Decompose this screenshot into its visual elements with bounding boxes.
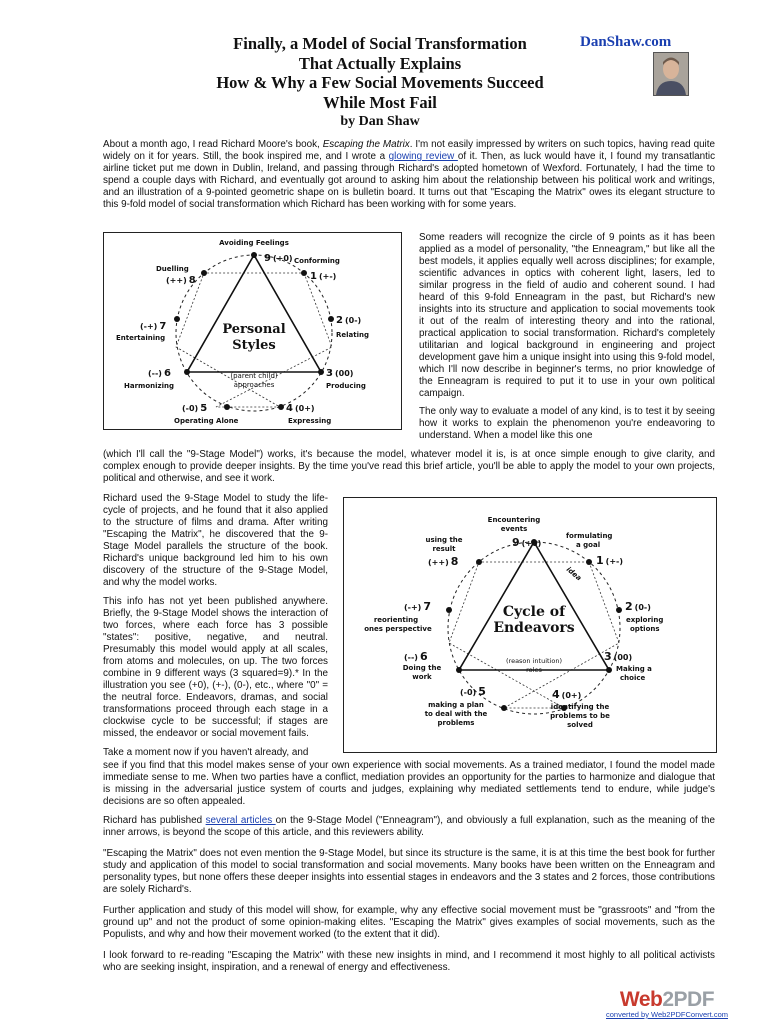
point-number: 4: [286, 403, 293, 414]
point-label: problems: [437, 719, 475, 727]
center-label: Endeavors: [493, 620, 575, 636]
title-line: That Actually Explains: [298, 53, 462, 73]
point-num: [310, 271, 336, 282]
point-label: Avoiding Feelings: [219, 239, 289, 247]
point-num: [512, 536, 541, 549]
point-number: 6: [419, 650, 428, 663]
center-label: Styles: [232, 338, 276, 353]
point-label: ones perspective: [364, 625, 432, 633]
point-number: 6: [163, 368, 171, 379]
point-num: [182, 403, 207, 414]
point-code: (0+): [294, 404, 315, 413]
title-line: While Most Fail: [323, 92, 437, 112]
point-label: choice: [620, 674, 646, 682]
point-number: 5: [200, 403, 208, 414]
paragraph: Richard used the 9-Stage Model to study the life-cycle of projects, and he found that it also applied to the structure of films and drama. After writing "Escaping the Matrix", he discovered that the 9-Stage Model parallels the structure of the book. Richard's unique background led him to his own discovery of the structure of the 9-Stage Model, and why the model works.: [103, 493, 328, 588]
point-label: reorienting: [373, 616, 419, 624]
tail-section: [103, 815, 715, 974]
point-code: (00): [334, 369, 354, 378]
point-code: (0-): [344, 316, 362, 325]
idea-label: idea: [564, 565, 583, 583]
tail-text: Richard has published: [103, 815, 206, 826]
point-num: [404, 600, 431, 613]
intro-text: . I'm not easily impressed by writers on such topics, having read quite widely on it for years. Still, the book inspired me, and I wrote a: [103, 139, 715, 162]
point-label: Duelling: [156, 265, 189, 273]
center-label: Personal: [222, 322, 286, 337]
point-number: 2: [625, 600, 633, 613]
converted-link[interactable]: converted by Web2PDFConvert.com: [606, 1010, 728, 1019]
point-number: 8: [188, 275, 196, 286]
point-number: 5: [478, 685, 486, 698]
logo-text: [606, 988, 728, 1012]
point-number: 1: [310, 271, 317, 282]
inner-note: roles: [526, 666, 542, 674]
point-label: a goal: [576, 541, 601, 549]
point-code: (-+): [404, 603, 422, 612]
point-num: [336, 315, 361, 326]
point-code: (+0): [272, 254, 293, 263]
review-link[interactable]: glowing review: [388, 151, 458, 162]
site-link[interactable]: DanShaw.com: [580, 34, 672, 50]
point-code: (+-): [605, 557, 623, 566]
logo-web: Web: [619, 988, 663, 1011]
article-title: [150, 34, 610, 112]
point-number: 4: [552, 688, 560, 701]
point-code: (+0): [521, 539, 542, 548]
point-num: [552, 688, 581, 701]
point-num: [596, 554, 623, 567]
mediation-paragraph: [103, 760, 715, 808]
author-photo: [653, 52, 689, 96]
point-label: making a plan: [428, 701, 484, 709]
intro-text: About a month ago, I read Richard Moore's book,: [103, 139, 323, 150]
point-num: [326, 368, 353, 379]
point-label: Harmonizing: [124, 382, 174, 390]
point-label: Conforming: [294, 257, 340, 265]
paragraph: Further application and study of this model will show, for example, why any effective social movement must be "grassroots" and "from the ground up" and not the product of some opinion-making elites. "Escaping the Matrix" gives examples of social movements, such as the Populists, and why and how their movement worked (to the extent that it did).: [103, 905, 715, 940]
point-number: 3: [326, 368, 333, 379]
paragraph: This info has not yet been published anywhere. Briefly, the 9-Stage Model shows the interaction of two forces, where each force has 3 possible "states": positive, negative, and neutral. Presumably this model would apply at all scales, from atoms and molecules, on up. The two forces combine in 9 different ways (3 squared=9).* In the illustration you see (+0), (+-), (0-), etc., where "0" = the neutral force. Endeavors, dramas, and social transformations proceed through each stage in a clockwise cycle to be successful; if stages are missed, the endeavor or social movement fails.: [103, 596, 328, 739]
point-code: (-0): [182, 404, 199, 413]
point-label: result: [432, 545, 456, 553]
point-label: Making a: [616, 665, 652, 673]
point-label: Producing: [326, 382, 366, 390]
point-code: (0-): [634, 603, 651, 612]
point-code: (--): [148, 369, 162, 378]
point-number: 8: [450, 555, 459, 568]
point-label: to deal with the: [424, 710, 488, 718]
paragraph: I look forward to re-reading "Escaping the Matrix" with these new insights in mind, and I recommend it most highly to all political activists who are seeking insight, inspiration, and a renewal of energy and effectiveness.: [103, 950, 715, 973]
point-label: Expressing: [288, 417, 332, 425]
intro-paragraph: [103, 139, 715, 211]
point-code: (++): [166, 276, 187, 285]
point-label: exploring: [626, 616, 664, 624]
point-number: 7: [159, 321, 167, 332]
title-line: How & Why a Few Social Movements Succeed: [216, 73, 544, 92]
logo-pdf: 2PDF: [662, 988, 715, 1011]
point-label: Doing the: [402, 664, 442, 672]
point-code: (0+): [561, 691, 582, 700]
point-label: using the: [425, 536, 463, 544]
point-num: [264, 253, 293, 264]
point-num: [286, 403, 315, 414]
enneagram-paragraph: [419, 232, 715, 442]
model-paragraph: [103, 449, 715, 485]
paragraph: Some readers will recognize the circle of 9 points as it has been applied as a model of personality, "the Enneagram," but like all the best models, it applies equally well across disciplines; for example, scientific advances in optics with coherent light, lasers, led to similar progress in the field of audio and coherent sound. I had heard of this 9-fold Enneagram in the past, but Richard's new insights into its structure and application to social movements took it out of the realm of interesting theory and into the rational, practical application to social transformation. Richard's completely utilitarian and logical background in engineering and project development gave him a unique insight into using this 9-fold model, which I'll now describe in beginner's terms, no prior knowledge of the Enneagram is required to put it to use in your own political campaign.: [419, 232, 715, 399]
paragraph: "Escaping the Matrix" does not even mention the 9-Stage Model, but since its structure is the same, it is at this time the best book for further study and application of this model to social transformation and social movements. Many books have been written on the Enneagram and personality types, but none offers these deeper insights into essential stages in endeavors and the 3 states and 2 forces, those contributions are solely Richard's.: [103, 848, 715, 895]
point-label: formulating: [566, 532, 613, 540]
intro-text: of it. Then, as luck would have it, I found my transatlantic airline ticket put me down in Dublin, Ireland, and passing through Richard's adopted hometown of Wexford. Fortunately, I had the time to spend a couple days with Richard, and eventually got around to asking him about the relationship between his political work and writings, and an illustration of a 9-pointed geometric shape on is bulletin board. It turns out that "Escaping the Matrix" owes its elegant structure to this 9-fold model of social transformation which Richard has been working with for some years.: [103, 151, 716, 210]
point-number: 9: [264, 253, 271, 264]
point-num: [625, 600, 651, 613]
point-label: problems to be: [550, 712, 610, 720]
point-label: identifying the: [550, 703, 610, 711]
point-code: (+-): [318, 272, 337, 281]
book-title: Escaping the Matrix: [322, 139, 410, 150]
point-label: options: [630, 625, 660, 633]
point-num: [460, 685, 486, 698]
title-line: Finally, a Model of Social Transformation: [233, 34, 527, 53]
point-label: work: [412, 673, 432, 681]
point-number: 1: [596, 554, 604, 567]
paragraph: The only way to evaluate a model of any kind, is to test it by seeing how it works to explain the phenomenon you're endeavoring to understand. When a model like this one: [419, 406, 715, 441]
point-label: events: [500, 525, 528, 533]
point-num: [428, 555, 458, 568]
center-label: Cycle of: [502, 604, 566, 620]
point-label: Encountering: [487, 516, 541, 524]
point-code: (--): [404, 653, 418, 662]
point-code: (00): [613, 653, 633, 662]
inner-note: approaches: [233, 381, 275, 389]
articles-link[interactable]: several articles: [205, 815, 276, 826]
point-number: 3: [604, 650, 612, 663]
point-label: Operating Alone: [174, 417, 239, 425]
point-number: 2: [336, 315, 343, 326]
point-num: [140, 321, 166, 332]
point-code: (-+): [140, 322, 158, 331]
point-label: Relating: [336, 331, 370, 339]
paragraph: see if you find that this model makes sense of your own experience with social movements. As a trained mediator, I found the model made immediate sense to me. When two parties have a conflict, mediation provides an opportunity for the parties to harmonize and dialogue that is missing in the adversarial justice system of courts and judges, explaining why mediated settlements tend to endure, while judge's decisions are so often appealed.: [103, 760, 715, 807]
point-number: 7: [423, 600, 431, 613]
point-num: [604, 650, 632, 663]
point-num: [148, 368, 171, 379]
point-code: (++): [428, 558, 449, 567]
byline: by Dan Shaw: [340, 114, 420, 129]
cycle-of-endeavors-diagram: [343, 497, 717, 753]
point-code: (-0): [460, 688, 477, 697]
personal-styles-diagram: [103, 232, 402, 430]
inner-note: (parent child): [230, 372, 278, 380]
paragraph: (which I'll call the "9-Stage Model") works, it's because the model, whatever model it is, is at once simple enough to give clarity, and complex enough to provide deeper insights. By the time you've read this brief article, you'll be able to apply the model to your own projects, political and otherwise, and see it work.: [103, 449, 715, 484]
point-num: [404, 650, 428, 663]
point-label: Entertaining: [116, 334, 166, 342]
paragraph: Take a moment now if you haven't already, and: [103, 747, 309, 758]
web2pdf-logo[interactable]: [606, 988, 728, 1019]
nine-stage-column: [103, 493, 328, 759]
point-number: 9: [512, 536, 520, 549]
point-num: [166, 275, 196, 286]
point-label: solved: [567, 721, 593, 729]
tail-text: on the 9-Stage Model ("Enneagram"), and obviously a full explanation, such as the meaning of the inner arrows, is beyond the scope of this article, and this reviewers ability.: [103, 815, 715, 838]
inner-note: (reason intuition): [506, 657, 562, 665]
